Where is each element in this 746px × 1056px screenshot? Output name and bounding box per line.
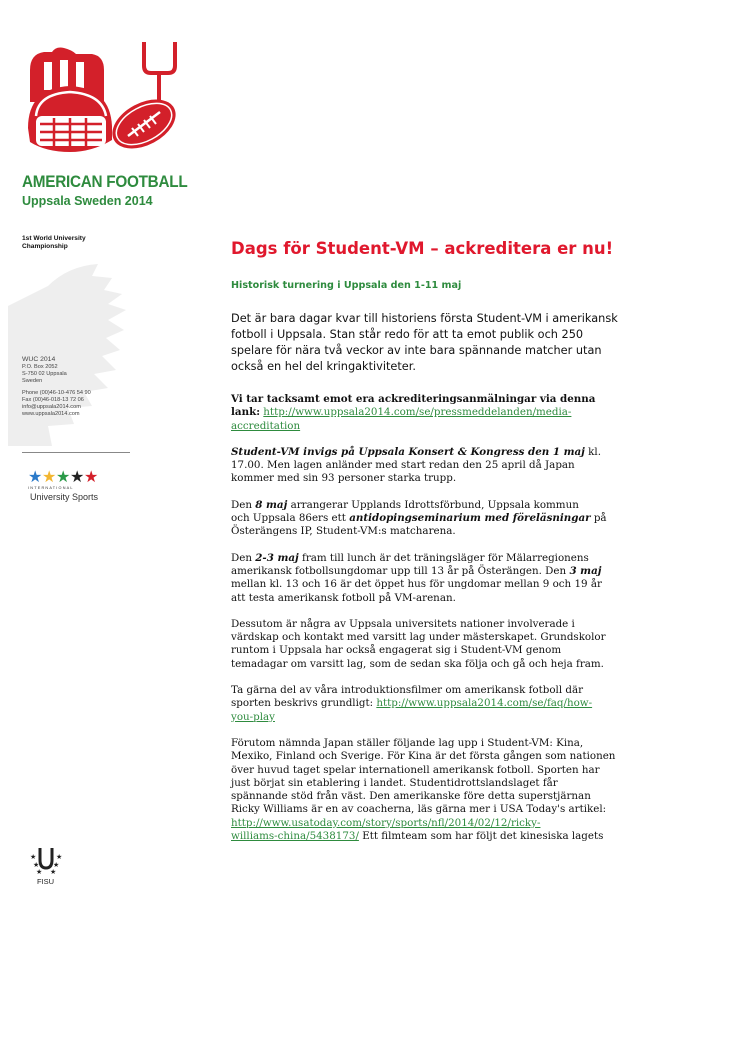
how-you-play-link[interactable]: http://www.uppsala2014.com/se/faq/how- [376,697,593,710]
svg-text:★: ★ [56,853,63,861]
fisu-label: FISU [37,877,55,886]
nations-paragraph: Dessutom är några av Uppsala universitets nationer involverade i värdskap och kontakt med varsitt lag under mästerskapet. Grundskolor runtom i Uppsala har också engagerat sig i Student-VM genom temadagar om varsitt lag, som de sedan ska följa och gå och heja fram. [231,617,606,670]
svg-text:★: ★ [53,861,60,869]
brand-subtitle: Uppsala Sweden 2014 [22,194,153,208]
svg-text:★: ★ [36,868,43,874]
svg-text:★: ★ [33,861,40,869]
fisu-logo [28,846,64,874]
teams-paragraph: Förutom nämnda Japan ställer följande lag upp i Student-VM: Kina, Mexiko, Finland och Sverige. För Kina är det första gången som nationen över huvud taget spelar internationell amerikansk fotboll. Sporten har just börjat sin etablering i landet. Studentidrottslandslaget får spännande stöd från väst. Den amerikanske före detta superstjärnan Ricky Williams är en av coacherna, läs gärna mer i USA Today's artikel: http://www.usatoday.com/story/sports/nfl/2014/02/12/ricky- williams-china/5438173/ Ett filmteam som har följt det kinesiska lagets [231,736,616,843]
opening-paragraph: Student-VM invigs på Uppsala Konsert & Kongress den 1 maj kl. 17.00. Men lagen anländer med start redan den 25 april då Japan kommer med sin 93 personer starka trupp. [231,445,601,485]
accreditation-paragraph: Vi tar tacksamt emot era ackrediteringsanmälningar via denna lank: http://www.uppsala2014.com/se/pressmeddelanden/media- accreditation [231,393,596,432]
svg-text:★: ★ [28,467,43,483]
accreditation-link-cont[interactable]: accreditation [231,419,301,432]
contact-address: WUC 2014 P.O. Box 2052 S-750 02 Uppsala Sweden Phone (00)46-10-476 54 90 Fax (00)46-018-13 72 06 info@uppsala2014.com www.uppsala2014.com [22,356,91,417]
training-camp-paragraph: Den 2-3 maj fram till lunch är det träningsläger för Mälarregionens amerikansk fotbollsungdomar upp till 13 år på Österängen. Den 3 maj mellan kl. 13 och 16 är det öppet hus för ungdomar mellan 9 och 19 år att testa amerikansk fotboll på VM-arenan. [231,551,602,604]
iu-small-label: INTERNATIONAL [28,486,74,490]
usa-today-link-cont[interactable]: williams-china/5438173/ [231,830,359,843]
intro-paragraph: Det är bara dagar kvar till historiens första Student-VM i amerikansk fotboll i Uppsala. Stan står redo för att ta emot publik och 250 spelare för nära två veckor av inte bara spännande matcher utan också en hel del kringaktiviteter. [231,312,618,373]
accreditation-link[interactable]: http://www.uppsala2014.com/se/pressmeddelanden/media- [263,406,572,419]
iu-label: University Sports [30,492,99,502]
svg-text:★: ★ [42,467,57,483]
svg-text:★: ★ [70,467,85,483]
sidebar-divider [22,452,130,453]
svg-text:★: ★ [84,467,99,483]
how-you-play-link-cont[interactable]: you-play [231,710,275,723]
svg-text:★: ★ [50,868,57,874]
seminar-paragraph: Den 8 maj arrangerar Upplands Idrottsförbund, Uppsala kommun och Uppsala 86ers ett antidopingseminarium med föreläsningar på Österängens IP, Student-VM:s matcharena. [231,498,607,538]
press-release [231,238,667,856]
international-university-sports-logo [28,467,100,483]
american-football-logo [22,40,182,170]
svg-text:★: ★ [56,467,71,483]
films-paragraph: Ta gärna del av våra introduktionsfilmer om amerikansk fotboll där sporten beskrivs grundligt: http://www.uppsala2014.com/se/faq/how- you-play [231,684,593,723]
svg-text:★: ★ [30,853,37,861]
page-title: Dags för Student-VM – ackreditera er nu! [231,239,614,258]
brand-title: AMERICAN FOOTBALL [22,172,188,191]
subheading: Historisk turnering i Uppsala den 1-11 maj [231,280,462,291]
usa-today-link[interactable]: http://www.usatoday.com/story/sports/nfl/2014/02/12/ricky- [231,816,541,829]
championship-label: 1st World University Championship [22,235,86,250]
